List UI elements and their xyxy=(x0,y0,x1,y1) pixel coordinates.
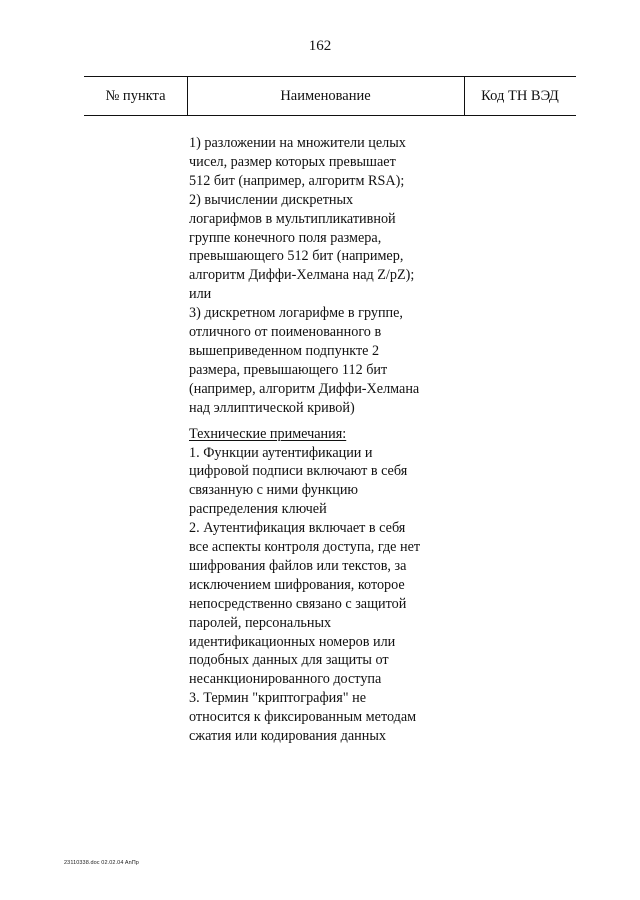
text-line: отличного от поименованного в xyxy=(189,324,382,341)
text-line: связанную с ними функцию xyxy=(189,482,359,499)
paragraph-gap xyxy=(189,418,479,425)
header-item-number: № пункта xyxy=(105,88,166,104)
text-line: распределения ключей xyxy=(189,501,327,518)
text-line: группе конечного поля размера, xyxy=(189,229,382,246)
item-description xyxy=(189,134,479,746)
text-line: превышающего 512 бит (например, xyxy=(189,248,404,265)
text-line: сжатия или кодирования данных xyxy=(189,728,386,745)
text-line: 3) дискретном логарифме в группе, xyxy=(189,305,403,322)
text-line: идентификационных номеров или xyxy=(189,633,396,650)
text-line: или xyxy=(189,286,212,303)
text-line: алгоритм Диффи-Хелмана над Z/pZ); xyxy=(189,267,415,284)
text-line: над эллиптической кривой) xyxy=(189,399,355,416)
description-part-1 xyxy=(189,134,479,418)
footer-file-code: 23110338.doc 02.02.04 AnПр xyxy=(64,860,139,866)
text-line: вышеприведенном подпункте 2 xyxy=(189,342,380,359)
text-line: все аспекты контроля доступа, где нет xyxy=(189,539,421,556)
text-line: (например, алгоритм Диффи-Хелмана xyxy=(189,380,420,397)
text-line: исключением шифрования, которое xyxy=(189,576,405,593)
text-line: цифровой подписи включают в себя xyxy=(189,463,408,480)
text-line: 512 бит (например, алгоритм RSA); xyxy=(189,172,405,189)
text-line: 3. Термин "криптография" не xyxy=(189,690,367,707)
text-line: 2. Аутентификация включает в себя xyxy=(189,520,406,537)
text-line: чисел, размер которых превышает xyxy=(189,153,396,170)
text-line: 1. Функции аутентификации и xyxy=(189,444,373,461)
text-line: 1) разложении на множители целых xyxy=(189,135,406,151)
page-number: 162 xyxy=(308,38,332,54)
header-name: Наименование xyxy=(280,88,371,104)
text-line: относится к фиксированным методам xyxy=(189,709,417,726)
text-line: шифрования файлов или текстов, за xyxy=(189,557,407,574)
text-line: несанкционированного доступа xyxy=(189,671,382,688)
text-line: непосредственно связано с защитой xyxy=(189,595,407,612)
text-line: паролей, персональных xyxy=(189,614,332,631)
text-line: подобных данных для защиты от xyxy=(189,652,389,669)
header-customs-code: Код ТН ВЭД xyxy=(481,88,559,104)
header-bottom-rule xyxy=(84,115,576,116)
text-line: 2) вычислении дискретных xyxy=(189,191,354,208)
notes-heading: Технические примечания: xyxy=(189,425,347,442)
text-line: размера, превышающего 112 бит xyxy=(189,361,388,378)
technical-notes xyxy=(189,444,479,747)
text-line: логарифмов в мультипликативной xyxy=(189,210,396,227)
table-header xyxy=(84,76,576,116)
